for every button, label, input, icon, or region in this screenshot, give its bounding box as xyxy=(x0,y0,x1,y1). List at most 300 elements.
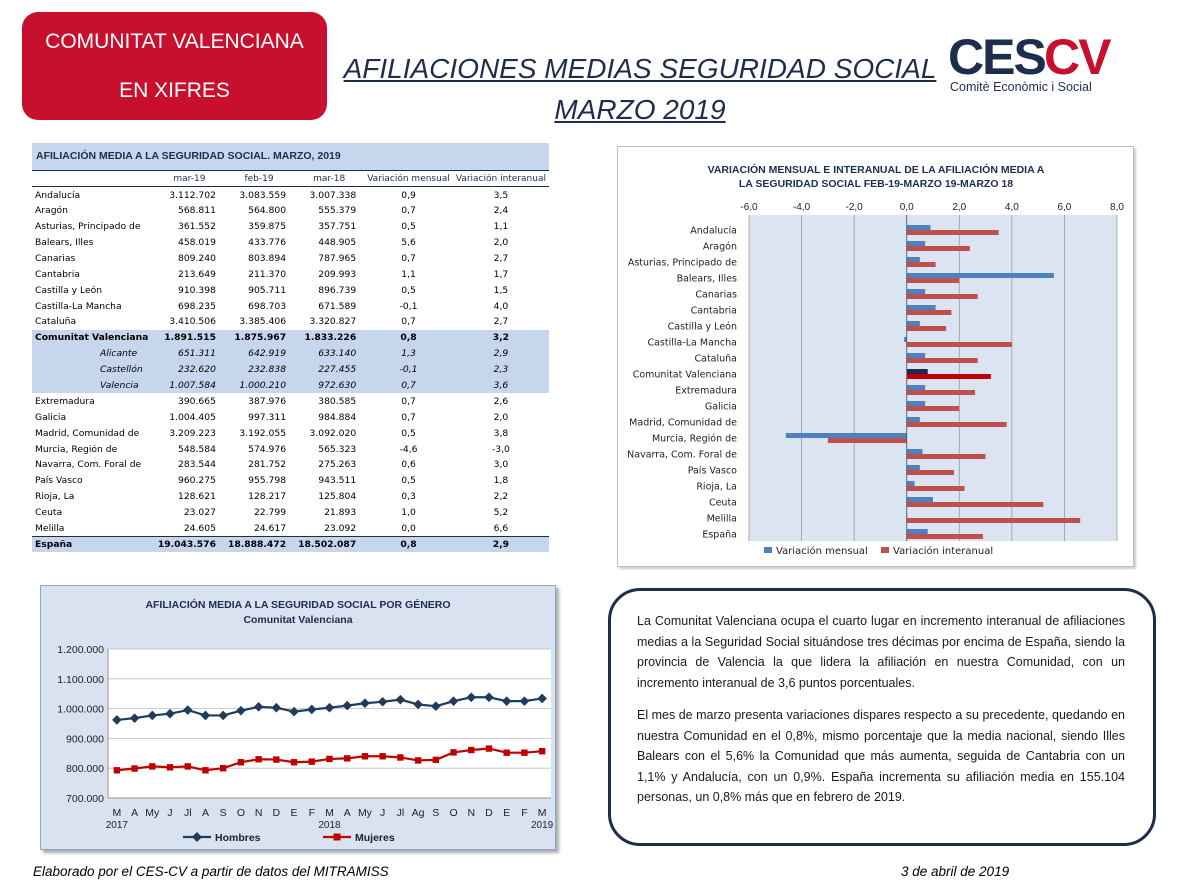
mujeres-point xyxy=(326,756,332,762)
row-cell: 281.752 xyxy=(248,459,287,471)
bar-chart-title: LA SEGURIDAD SOCIAL FEB-19-MARZO 19-MARZO 18 xyxy=(738,178,1014,190)
bar-x-tick: -4,0 xyxy=(792,202,811,213)
row-label: Rioja, La xyxy=(35,491,75,503)
row-cell: 275.263 xyxy=(318,459,357,471)
mujeres-point xyxy=(379,753,385,759)
line-y-tick: 1.100.000 xyxy=(57,673,104,686)
mujeres-point xyxy=(220,765,226,771)
region-badge xyxy=(22,12,327,120)
bar-interanual xyxy=(907,534,983,539)
row-cell: 357.751 xyxy=(318,221,357,233)
legend-label: Variación interanual xyxy=(893,546,994,557)
mujeres-point xyxy=(539,748,545,754)
row-label: Canarias xyxy=(35,252,76,264)
table-row xyxy=(32,346,549,362)
summary-paragraph-1: La Comunitat Valenciana ocupa el cuarto lugar en incremento interanual de afiliaciones medias a la Seguridad Social situándose tres décimas por encima de España, siendo la provincia de Valencia la que lidera la afiliación en nuestra Comunidad, con un incremento interanual de 3,6 puntos porcentuales. xyxy=(637,614,1125,690)
row-cell: 0,7 xyxy=(401,411,416,423)
row-label: Extremadura xyxy=(35,395,95,407)
row-label: Castilla y León xyxy=(35,284,103,296)
row-cell: 0,9 xyxy=(401,189,416,201)
line-x-tick: D xyxy=(485,807,493,819)
line-x-tick: Jl xyxy=(183,807,192,819)
row-cell: 0,7 xyxy=(401,205,416,217)
bar-mensual xyxy=(907,225,931,230)
bar-x-tick: 8,0 xyxy=(1110,202,1124,213)
bar-interanual xyxy=(907,262,936,267)
row-cell: 1,0 xyxy=(401,507,416,519)
bar-mensual xyxy=(907,401,925,406)
bar-mensual xyxy=(907,465,920,470)
row-cell: 6,6 xyxy=(493,522,509,534)
row-label: Cataluña xyxy=(35,316,77,328)
bar-x-tick: 2,0 xyxy=(952,202,967,213)
row-cell: 23.027 xyxy=(183,507,216,519)
mujeres-point xyxy=(131,765,137,771)
bar-x-tick: -6,0 xyxy=(740,202,758,213)
row-cell: 1.007.584 xyxy=(155,378,224,394)
variation-bar-chart-svg xyxy=(618,147,1135,568)
gender-line-chart xyxy=(40,585,556,850)
bar-interanual xyxy=(907,294,978,299)
row-cell: 1.891.515 xyxy=(155,330,224,346)
mujeres-point xyxy=(185,763,191,769)
row-cell: 1.875.967 xyxy=(224,330,294,346)
row-cell: 232.838 xyxy=(224,362,294,378)
legend-label: Mujeres xyxy=(355,832,395,844)
bar-interanual xyxy=(907,470,954,475)
summary-box xyxy=(608,588,1156,846)
line-x-tick: My xyxy=(357,807,372,819)
row-cell: 568.811 xyxy=(177,205,216,217)
row-cell: -0,1 xyxy=(399,300,418,312)
row-cell: 22.799 xyxy=(253,507,287,519)
line-x-tick: N xyxy=(467,807,476,819)
bar-category-label: Melilla xyxy=(706,513,737,525)
page-title-line-1: AFILIACIONES MEDIAS SEGURIDAD SOCIAL xyxy=(343,53,937,84)
line-y-tick: 700.000 xyxy=(66,793,104,805)
cescv-logo xyxy=(948,26,1118,96)
row-cell: 0,0 xyxy=(401,522,416,534)
row-cell: 387.976 xyxy=(248,395,287,407)
bar-category-label: Madrid, Comunidad de xyxy=(629,417,737,429)
line-chart-subtitle: Comunitat Valenciana xyxy=(243,614,353,626)
bar-category-label: Cataluña xyxy=(694,353,737,365)
legend-marker xyxy=(334,834,341,841)
row-label: Melilla xyxy=(35,522,65,534)
row-label: Navarra, Com. Foral de xyxy=(35,459,142,471)
row-cell: 633.140 xyxy=(294,346,364,362)
row-cell: 984.884 xyxy=(318,411,357,423)
row-cell: 555.379 xyxy=(318,205,357,217)
bar-interanual xyxy=(907,310,952,315)
row-cell: 2,4 xyxy=(493,205,509,217)
mujeres-point xyxy=(309,758,315,764)
row-cell: 0,5 xyxy=(401,427,416,439)
bar-category-label: Navarra, Com. Foral de xyxy=(627,449,737,461)
row-cell: 5,6 xyxy=(401,237,416,248)
row-label: Asturias, Principado de xyxy=(35,221,141,233)
row-cell: 910.398 xyxy=(177,284,216,296)
source-note: Elaborado por el CES-CV a partir de datos del MITRAMISS xyxy=(33,864,389,879)
row-cell: 19.043.576 xyxy=(155,536,224,552)
row-cell: 2,9 xyxy=(453,536,549,552)
line-x-tick: D xyxy=(272,807,281,819)
table-row xyxy=(32,330,549,346)
row-label: Murcia, Región de xyxy=(35,443,118,455)
row-label: Valencia xyxy=(32,378,155,394)
row-cell: 3.083.559 xyxy=(239,189,287,201)
bar-category-label: Rioja, La xyxy=(696,481,737,493)
bar-mensual xyxy=(907,305,936,310)
row-cell: 209.993 xyxy=(318,268,357,280)
mujeres-point xyxy=(450,749,456,755)
badge-line-1: COMUNITAT VALENCIANA xyxy=(45,30,304,53)
row-cell: 232.620 xyxy=(155,362,224,378)
line-x-tick: O xyxy=(449,807,458,819)
bar-interanual xyxy=(907,246,970,251)
bar-x-tick: -2,0 xyxy=(845,202,863,213)
row-cell: 18.888.472 xyxy=(224,536,294,552)
legend-label: Hombres xyxy=(215,832,261,844)
row-cell: 5,2 xyxy=(493,507,509,519)
bar-category-label: Extremadura xyxy=(675,385,737,397)
row-cell: 809.240 xyxy=(177,252,216,264)
row-cell: 1,7 xyxy=(493,268,509,280)
row-cell: 2,9 xyxy=(453,346,549,362)
legend-swatch xyxy=(881,547,889,553)
row-cell: 433.776 xyxy=(248,237,287,248)
table-title: AFILIACIÓN MEDIA A LA SEGURIDAD SOCIAL. MARZO, 2019 xyxy=(32,143,549,171)
variation-bar-chart xyxy=(617,146,1134,567)
row-cell: 23.092 xyxy=(324,522,357,534)
report-date: 3 de abril de 2019 xyxy=(901,864,1010,879)
row-cell: 2,0 xyxy=(493,237,509,248)
mujeres-point xyxy=(486,745,492,751)
col-header: Variación mensual xyxy=(364,171,453,187)
row-cell: 651.311 xyxy=(155,346,224,362)
bar-interanual xyxy=(907,390,975,395)
page-title-line-2: MARZO 2019 xyxy=(554,94,726,125)
table-row xyxy=(32,187,549,203)
table-row xyxy=(32,314,549,330)
row-cell: 128.217 xyxy=(248,491,287,503)
bar-interanual xyxy=(828,438,907,443)
row-cell: 390.665 xyxy=(177,395,216,407)
line-x-tick: A xyxy=(131,807,139,819)
table-row xyxy=(32,536,549,552)
page-title xyxy=(335,48,945,130)
bar-mensual xyxy=(907,417,920,422)
row-cell: 997.311 xyxy=(248,411,287,423)
bar-category-label: Castilla-La Mancha xyxy=(647,337,737,349)
bar-interanual xyxy=(907,502,1044,507)
bar-interanual xyxy=(907,342,1012,347)
table-row xyxy=(32,393,549,409)
row-label: España xyxy=(32,536,155,552)
bar-category-label: Asturias, Principado de xyxy=(627,257,737,269)
row-cell: 2,6 xyxy=(493,395,509,407)
row-cell: 0,7 xyxy=(364,378,453,394)
line-year-label: 2018 xyxy=(318,820,341,831)
row-cell: 671.589 xyxy=(318,300,357,312)
bar-mensual xyxy=(907,497,933,502)
table-row xyxy=(32,409,549,425)
bar-interanual xyxy=(907,358,978,363)
bar-category-label: País Vasco xyxy=(687,465,737,477)
mujeres-point xyxy=(468,747,474,753)
row-label: Castilla-La Mancha xyxy=(35,300,122,312)
row-cell: 0,7 xyxy=(401,252,416,264)
svg-text:CV: CV xyxy=(1044,29,1110,85)
line-x-tick: N xyxy=(254,807,263,819)
row-cell: 548.584 xyxy=(177,443,216,455)
row-cell: 3.192.055 xyxy=(239,427,287,439)
row-label: Madrid, Comunidad de xyxy=(35,427,140,439)
row-label: Balears, Illes xyxy=(35,237,94,248)
row-cell: 803.894 xyxy=(248,252,287,264)
row-cell: 642.919 xyxy=(224,346,294,362)
row-cell: 361.552 xyxy=(177,221,216,233)
table-row xyxy=(32,489,549,505)
bar-category-label: Ceuta xyxy=(708,497,737,509)
bar-interanual xyxy=(907,518,1080,523)
table-row xyxy=(32,298,549,314)
row-cell: 960.275 xyxy=(177,475,216,487)
col-header: mar-19 xyxy=(155,171,224,187)
row-cell: 1.004.405 xyxy=(169,411,216,423)
col-header: mar-18 xyxy=(294,171,364,187)
row-cell: 359.875 xyxy=(248,221,287,233)
line-x-tick: J xyxy=(167,807,173,819)
line-x-tick: M xyxy=(325,807,334,819)
bar-category-label: Cantabria xyxy=(690,305,737,317)
line-year-label: 2017 xyxy=(105,820,128,831)
table-row xyxy=(32,266,549,282)
bar-mensual xyxy=(907,257,920,262)
row-cell: 211.370 xyxy=(248,268,287,280)
line-x-tick: Jl xyxy=(396,807,405,819)
line-x-tick: M xyxy=(112,807,122,819)
row-cell: 3.385.406 xyxy=(239,316,287,328)
row-cell: 3,2 xyxy=(453,330,549,346)
line-x-tick: E xyxy=(503,807,511,819)
legend-marker xyxy=(192,832,202,842)
mujeres-point xyxy=(255,756,261,762)
svg-text:CES: CES xyxy=(948,29,1045,85)
bar-mensual xyxy=(907,321,920,326)
line-x-tick: O xyxy=(236,807,245,819)
mujeres-point xyxy=(504,750,510,756)
mujeres-point xyxy=(433,757,439,763)
bar-category-label: Galicia xyxy=(704,401,737,413)
line-x-tick: F xyxy=(308,807,315,819)
col-header: feb-19 xyxy=(224,171,294,187)
table-row xyxy=(32,505,549,521)
row-cell: 3.320.827 xyxy=(309,316,357,328)
row-cell: 0,3 xyxy=(401,491,416,503)
bar-mensual xyxy=(907,529,928,534)
bar-mensual xyxy=(907,289,925,294)
bar-interanual xyxy=(907,406,960,411)
row-cell: 905.711 xyxy=(248,284,287,296)
line-x-tick: A xyxy=(201,807,209,819)
row-cell: 1.833.226 xyxy=(294,330,364,346)
mujeres-point xyxy=(114,767,120,773)
row-cell: 24.617 xyxy=(253,522,287,534)
row-label: Comunitat Valenciana xyxy=(32,330,155,346)
table-row xyxy=(32,378,549,394)
row-cell: 3.007.338 xyxy=(309,189,357,201)
row-cell: 3.112.702 xyxy=(169,189,216,201)
row-label: Ceuta xyxy=(35,507,63,519)
bar-mensual xyxy=(907,481,915,486)
bar-interanual xyxy=(907,486,965,491)
line-x-tick: F xyxy=(521,807,528,819)
svg-text:Comitè Econòmic i Social: Comitè Econòmic i Social xyxy=(950,80,1092,94)
mujeres-point xyxy=(291,759,297,765)
row-cell: 3,6 xyxy=(453,378,549,394)
affiliation-table xyxy=(32,143,549,569)
table-row xyxy=(32,521,549,537)
row-cell: 896.739 xyxy=(318,284,357,296)
bar-mensual xyxy=(907,353,925,358)
row-cell: 574.976 xyxy=(248,443,287,455)
row-cell: 1,1 xyxy=(401,268,416,280)
bar-mensual xyxy=(907,241,925,246)
row-cell: 0,6 xyxy=(401,459,416,471)
table-header-row xyxy=(32,171,549,187)
bar-interanual xyxy=(907,230,999,235)
row-cell: 1,8 xyxy=(493,475,509,487)
bar-x-tick: 4,0 xyxy=(1004,202,1019,213)
bar-chart-title: VARIACIÓN MENSUAL E INTERANUAL DE LA AFILIACIÓN MEDIA A xyxy=(707,164,1045,176)
gender-line-chart-svg xyxy=(41,586,557,851)
line-x-tick: M xyxy=(537,807,547,819)
row-cell: 564.800 xyxy=(248,205,287,217)
row-cell: -3,0 xyxy=(491,443,510,455)
row-cell: 2,7 xyxy=(493,252,509,264)
mujeres-point xyxy=(238,759,244,765)
mujeres-point xyxy=(344,755,350,761)
row-cell: 125.804 xyxy=(318,491,357,503)
mujeres-point xyxy=(167,764,173,770)
mujeres-point xyxy=(415,757,421,763)
row-cell: 2,7 xyxy=(493,316,509,328)
row-cell: 458.019 xyxy=(177,237,216,248)
mujeres-point xyxy=(149,763,155,769)
line-chart-title: AFILIACIÓN MEDIA A LA SEGURIDAD SOCIAL POR GÉNERO xyxy=(145,599,451,611)
row-cell: 1.000.210 xyxy=(224,378,294,394)
table-row xyxy=(32,250,549,266)
row-cell: 2,3 xyxy=(453,362,549,378)
line-x-tick: S xyxy=(219,807,227,819)
row-cell: 565.323 xyxy=(318,443,357,455)
line-y-tick: 1.200.000 xyxy=(57,644,104,656)
table-row xyxy=(32,425,549,441)
mujeres-point xyxy=(202,767,208,773)
bar-x-tick: 0,0 xyxy=(899,202,914,213)
line-plot-area xyxy=(108,649,551,798)
bar-interanual xyxy=(907,326,946,331)
row-cell: 128.621 xyxy=(177,491,216,503)
mujeres-point xyxy=(397,754,403,760)
bar-category-label: Murcia, Región de xyxy=(651,433,737,445)
bar-category-label: Canarias xyxy=(695,289,737,301)
row-label: Andalucía xyxy=(35,189,81,201)
table-row xyxy=(32,362,549,378)
row-cell: 227.455 xyxy=(294,362,364,378)
row-label: País Vasco xyxy=(35,475,83,487)
line-y-tick: 800.000 xyxy=(66,763,104,776)
row-cell: 3,8 xyxy=(493,427,509,439)
row-label: Aragón xyxy=(35,205,68,217)
bar-mensual xyxy=(907,385,925,390)
row-label: Alicante xyxy=(32,346,155,362)
row-cell: 0,7 xyxy=(401,395,416,407)
table-row xyxy=(32,219,549,235)
row-cell: 0,8 xyxy=(364,330,453,346)
badge-line-2: EN XIFRES xyxy=(119,79,230,102)
bar-mensual xyxy=(907,273,1054,278)
bar-interanual xyxy=(907,454,986,459)
bar-category-label: Comunitat Valenciana xyxy=(632,369,737,381)
row-cell: 1,5 xyxy=(493,284,509,296)
bar-mensual xyxy=(907,369,928,374)
row-cell: 3.410.506 xyxy=(169,316,216,328)
row-cell: 2,0 xyxy=(493,411,509,423)
row-label: Cantabria xyxy=(35,268,80,280)
row-cell: 698.703 xyxy=(248,300,287,312)
row-cell: 3,0 xyxy=(493,459,509,471)
bar-interanual xyxy=(907,374,991,379)
row-cell: 0,5 xyxy=(401,284,416,296)
line-x-tick: My xyxy=(145,807,160,819)
row-cell: 0,5 xyxy=(401,475,416,487)
legend-label: Variación mensual xyxy=(776,546,868,557)
line-x-tick: S xyxy=(432,807,440,819)
row-cell: 380.585 xyxy=(318,395,357,407)
row-cell: 283.544 xyxy=(177,459,216,471)
row-cell: 213.649 xyxy=(177,268,216,280)
row-cell: 24.605 xyxy=(183,522,216,534)
row-cell: 18.502.087 xyxy=(294,536,364,552)
table-row xyxy=(32,235,549,251)
table-row xyxy=(32,473,549,489)
line-x-tick: A xyxy=(343,807,351,819)
row-cell: 0,8 xyxy=(364,536,453,552)
row-cell: 0,5 xyxy=(401,221,416,233)
table-row xyxy=(32,441,549,457)
bar-x-tick: 6,0 xyxy=(1057,202,1072,213)
line-x-tick: Ag xyxy=(411,807,425,819)
line-x-tick: J xyxy=(380,807,386,819)
bar-interanual xyxy=(907,278,960,283)
row-cell: 1,1 xyxy=(493,221,509,233)
line-x-tick: E xyxy=(290,807,298,819)
row-cell: 955.798 xyxy=(248,475,287,487)
bar-category-label: España xyxy=(702,529,737,541)
row-cell: 3.092.020 xyxy=(309,427,357,439)
bar-category-label: Castilla y León xyxy=(667,321,737,333)
line-y-tick: 900.000 xyxy=(66,733,104,746)
row-label: Castellón xyxy=(32,362,155,378)
row-cell: -0,1 xyxy=(364,362,453,378)
table-row xyxy=(32,457,549,473)
bar-category-label: Aragón xyxy=(702,241,737,253)
legend-swatch xyxy=(764,547,772,553)
row-cell: 21.893 xyxy=(324,507,357,519)
table-row xyxy=(32,282,549,298)
